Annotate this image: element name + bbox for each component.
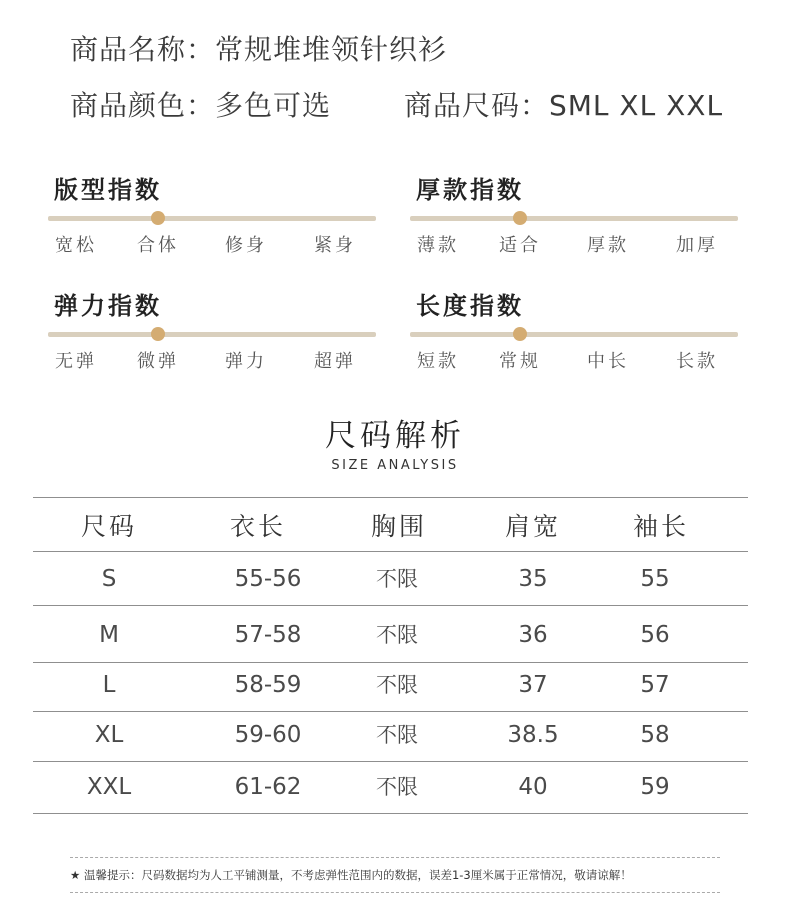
thickness-option: 加厚 bbox=[676, 235, 718, 256]
length-option: 常规 bbox=[499, 351, 541, 372]
product-info-row bbox=[70, 84, 724, 124]
cell-size: XXL bbox=[86, 774, 132, 800]
stretch-index-title: 弹力指数 bbox=[54, 292, 162, 320]
cell-size: M bbox=[99, 622, 119, 648]
product-color: 商品颜色：多色可选 bbox=[70, 89, 332, 122]
stretch-index-track bbox=[48, 332, 376, 337]
measurement-note: ★ 温馨提示：尺码数据均为人工平铺测量，不考虑弹性范围内的数据，误差1-3厘米属于正常情况，敬请谅解！ bbox=[70, 868, 632, 882]
cell-chest: 不限 bbox=[376, 723, 418, 747]
product-sizes: 商品尺码：SML XL XXL bbox=[404, 89, 724, 122]
cell-size: S bbox=[101, 566, 117, 592]
stretch-option: 无弹 bbox=[55, 351, 97, 372]
table-rule bbox=[33, 813, 748, 814]
fit-option: 合体 bbox=[137, 235, 179, 256]
size-analysis-subtitle: SIZE ANALYSIS bbox=[331, 458, 459, 473]
thickness-option: 适合 bbox=[499, 235, 541, 256]
table-rule bbox=[33, 551, 748, 552]
cell-chest: 不限 bbox=[376, 673, 418, 697]
length-index-track bbox=[410, 332, 738, 337]
header-chest: 胸围 bbox=[370, 512, 427, 541]
cell-body-length: 61-62 bbox=[234, 774, 302, 800]
cell-body-length: 55-56 bbox=[234, 566, 302, 592]
cell-body-length: 57-58 bbox=[234, 622, 302, 648]
cell-chest: 不限 bbox=[376, 775, 418, 799]
fit-index-title: 版型指数 bbox=[54, 176, 162, 204]
cell-size: L bbox=[102, 672, 116, 698]
cell-body-length: 58-59 bbox=[234, 672, 302, 698]
length-index-marker bbox=[513, 327, 527, 341]
length-option: 中长 bbox=[587, 351, 629, 372]
fit-option: 宽松 bbox=[55, 235, 97, 256]
stretch-index bbox=[48, 286, 376, 396]
table-row bbox=[33, 660, 748, 710]
fit-index-marker bbox=[151, 211, 165, 225]
thickness-index-title: 厚款指数 bbox=[416, 176, 524, 204]
thickness-index-marker bbox=[513, 211, 527, 225]
fit-option: 紧身 bbox=[314, 235, 356, 256]
cell-chest: 不限 bbox=[376, 623, 418, 647]
table-row bbox=[33, 710, 748, 760]
fit-option: 修身 bbox=[225, 235, 267, 256]
header-sleeve: 袖长 bbox=[632, 512, 689, 541]
length-index bbox=[410, 286, 738, 396]
length-index-title: 长度指数 bbox=[416, 292, 524, 320]
cell-sleeve: 58 bbox=[640, 722, 670, 748]
cell-shoulder: 36 bbox=[518, 622, 548, 648]
table-row bbox=[33, 610, 748, 660]
table-row bbox=[33, 554, 748, 604]
cell-shoulder: 37 bbox=[518, 672, 548, 698]
stretch-index-marker bbox=[151, 327, 165, 341]
table-rule bbox=[33, 497, 748, 498]
thickness-index bbox=[410, 170, 738, 280]
header-body-length: 衣长 bbox=[229, 512, 286, 541]
size-analysis-title: 尺码解析 bbox=[325, 418, 465, 454]
stretch-option: 超弹 bbox=[314, 351, 356, 372]
cell-shoulder: 40 bbox=[518, 774, 548, 800]
fit-index-track bbox=[48, 216, 376, 221]
length-option: 长款 bbox=[676, 351, 718, 372]
cell-sleeve: 55 bbox=[640, 566, 670, 592]
note-divider-top bbox=[70, 857, 720, 858]
thickness-index-track bbox=[410, 216, 738, 221]
table-rule bbox=[33, 605, 748, 606]
stretch-option: 弹力 bbox=[225, 351, 267, 372]
stretch-option: 微弹 bbox=[137, 351, 179, 372]
cell-chest: 不限 bbox=[376, 567, 418, 591]
cell-sleeve: 59 bbox=[640, 774, 670, 800]
table-row bbox=[33, 762, 748, 812]
cell-body-length: 59-60 bbox=[234, 722, 302, 748]
fit-index bbox=[48, 170, 376, 280]
cell-size: XL bbox=[94, 722, 124, 748]
cell-shoulder: 35 bbox=[518, 566, 548, 592]
thickness-option: 厚款 bbox=[587, 235, 629, 256]
product-name: 商品名称：常规堆堆领针织衫 bbox=[70, 33, 448, 66]
header-size: 尺码 bbox=[80, 512, 137, 541]
thickness-option: 薄款 bbox=[417, 235, 459, 256]
length-option: 短款 bbox=[417, 351, 459, 372]
cell-sleeve: 56 bbox=[640, 622, 670, 648]
note-divider-bottom bbox=[70, 892, 720, 893]
table-header-row bbox=[33, 502, 748, 552]
cell-sleeve: 57 bbox=[640, 672, 670, 698]
cell-shoulder: 38.5 bbox=[507, 722, 559, 748]
header-shoulder: 肩宽 bbox=[504, 512, 561, 541]
